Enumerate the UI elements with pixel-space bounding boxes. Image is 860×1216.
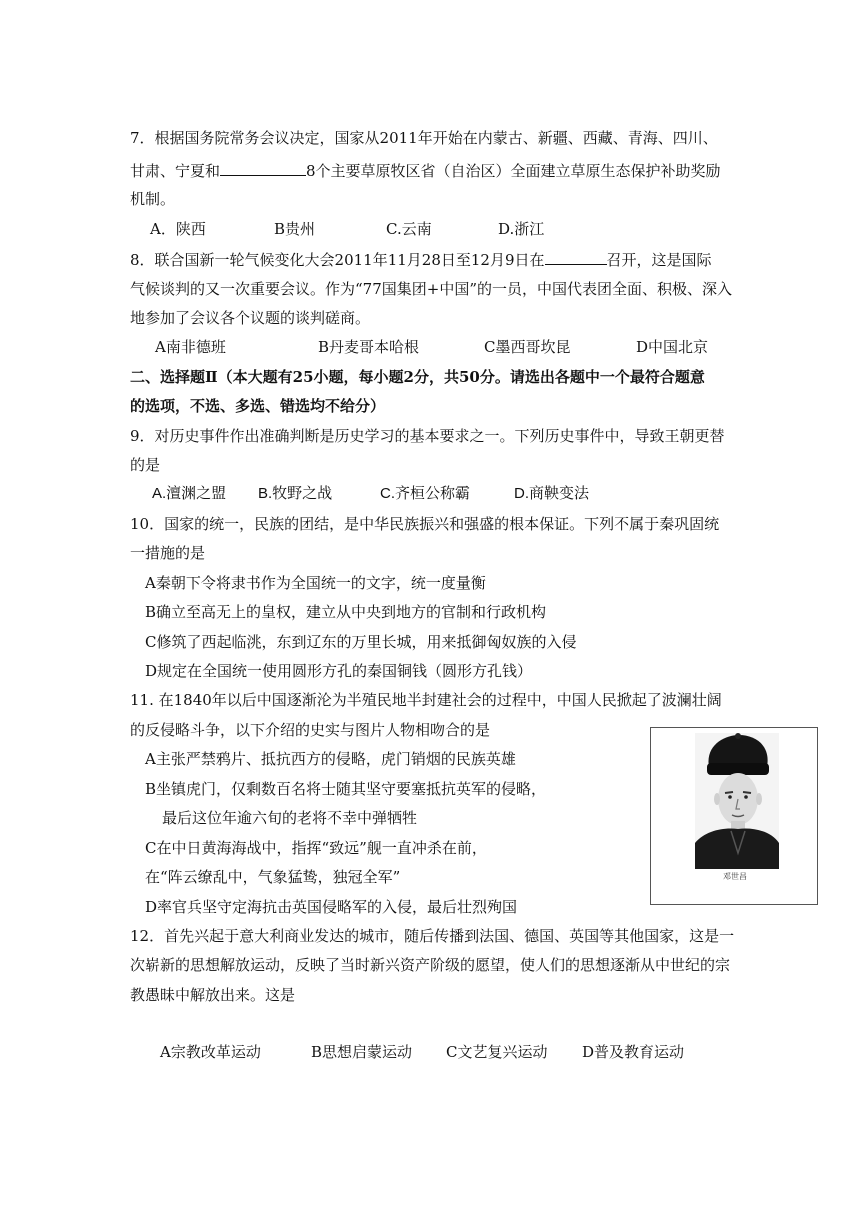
q9-stem-line2: 的是	[130, 456, 161, 474]
q8-option-d: D中国北京	[636, 338, 709, 356]
q7-stem-line3: 机制。	[130, 190, 176, 208]
q11-option-a: A主张严禁鸦片、抵抗西方的侵略，虎门销烟的民族英雄	[145, 750, 516, 768]
q7-stem-line2-end: 8个主要草原牧区省（自治区）全面建立草原生态保护补助奖励	[306, 162, 721, 180]
q7-stem-line2-start: 甘肃、宁夏和	[130, 162, 221, 180]
q10-stem-line2: 一措施的是	[130, 544, 206, 562]
q10-option-d: D规定在全国统一使用圆形方孔的秦国铜钱（圆形方孔钱）	[145, 662, 533, 680]
portrait-photo	[650, 727, 818, 905]
q12-stem-line1: 12．首先兴起于意大利商业发达的城市，随后传播到法国、德国、英国等其他国家，这是一	[130, 927, 735, 945]
q8-stem-line1-start: 8．联合国新一轮气候变化大会2011年11月28日至12月9日在	[130, 251, 545, 269]
q11-option-b-line1: B坐镇虎门，仅剩数百名将士随其坚守要塞抵抗英军的侵略，	[145, 780, 547, 798]
q9-option-b: B.牧野之战	[258, 485, 333, 502]
q9-stem-line1: 9．对历史事件作出准确判断是历史学习的基本要求之一。下列历史事件中，导致王朝更替	[130, 427, 725, 445]
q8-option-a: A南非德班	[155, 338, 226, 356]
q7-stem-line1: 7．根据国务院常务会议决定，国家从2011年开始在内蒙古、新疆、西藏、青海、四川、	[130, 129, 718, 147]
q11-option-b-line2: 最后这位年逾六旬的老将不幸中弹牺牲	[162, 809, 418, 827]
q8-answer-blank	[545, 249, 607, 265]
q10-stem-line1: 10．国家的统一，民族的团结，是中华民族振兴和强盛的根本保证。下列不属于秦巩固统	[130, 515, 720, 533]
q11-option-d: D率官兵坚守定海抗击英国侵略军的入侵，最后壮烈殉国	[145, 898, 518, 916]
portrait-illustration	[695, 733, 779, 869]
q12-option-c: C文艺复兴运动	[446, 1043, 548, 1061]
q10-option-a: A秦朝下令将隶书作为全国统一的文字，统一度量衡	[145, 574, 486, 592]
q8-option-b: B丹麦哥本哈根	[318, 338, 420, 356]
q12-stem-line2: 次崭新的思想解放运动，反映了当时新兴资产阶级的愿望，使人们的思想逐渐从中世纪的宗	[130, 956, 731, 974]
q9-option-a: A.澶渊之盟	[152, 485, 227, 502]
q10-option-c: C修筑了西起临洮，东到辽东的万里长城，用来抵御匈奴族的入侵	[145, 633, 577, 651]
q8-option-c: C墨西哥坎昆	[484, 338, 571, 356]
q12-option-a: A宗教改革运动	[160, 1043, 261, 1061]
q11-stem-line2: 的反侵略斗争，以下介绍的史实与图片人物相吻合的是	[130, 721, 491, 739]
q7-answer-blank	[220, 160, 306, 176]
q12-stem-line3: 教愚昧中解放出来。这是	[130, 986, 296, 1004]
q8-stem-line3: 地参加了会议各个议题的谈判磋商。	[130, 309, 371, 327]
q11-stem-line1: 11. 在1840年以后中国逐渐沦为半殖民地半封建社会的过程中，中国人民掀起了波澜壮阔	[130, 691, 722, 709]
q7-option-b: B贵州	[274, 220, 316, 238]
q12-option-b: B思想启蒙运动	[311, 1043, 413, 1061]
q11-option-c-line1: C在中日黄海海战中，指挥“致远”舰一直冲杀在前，	[145, 839, 487, 857]
q12-option-d: D普及教育运动	[582, 1043, 685, 1061]
q8-stem-line2: 气候谈判的又一次重要会议。作为“77国集团+中国”的一员，中国代表团全面、积极、深入	[130, 280, 732, 298]
q7-option-a: A．陕西	[150, 220, 206, 238]
q9-option-c: C.齐桓公称霸	[380, 485, 471, 502]
q7-option-c: C.云南	[386, 220, 432, 238]
q11-option-c-line2: 在“阵云缭乱中，气象猛鸷，独冠全军”	[145, 868, 401, 886]
q10-option-b: B确立至高无上的皇权，建立从中央到地方的官制和行政机构	[145, 603, 547, 621]
photo-caption: 邓世昌	[723, 872, 747, 881]
q8-stem-line1	[130, 249, 712, 270]
q7-option-d: D.浙江	[498, 220, 545, 238]
q9-option-d: D.商鞅变法	[514, 485, 590, 502]
q8-stem-line1-end: 召开，这是国际	[606, 251, 712, 269]
q7-stem-line2	[130, 160, 721, 181]
section2-heading-line1: 二、选择题Ⅱ（本大题有25小题，每小题2分，共50分。请选出各题中一个最符合题意	[130, 368, 705, 386]
section2-heading-line2: 的选项，不选、多选、错选均不给分）	[130, 397, 386, 415]
